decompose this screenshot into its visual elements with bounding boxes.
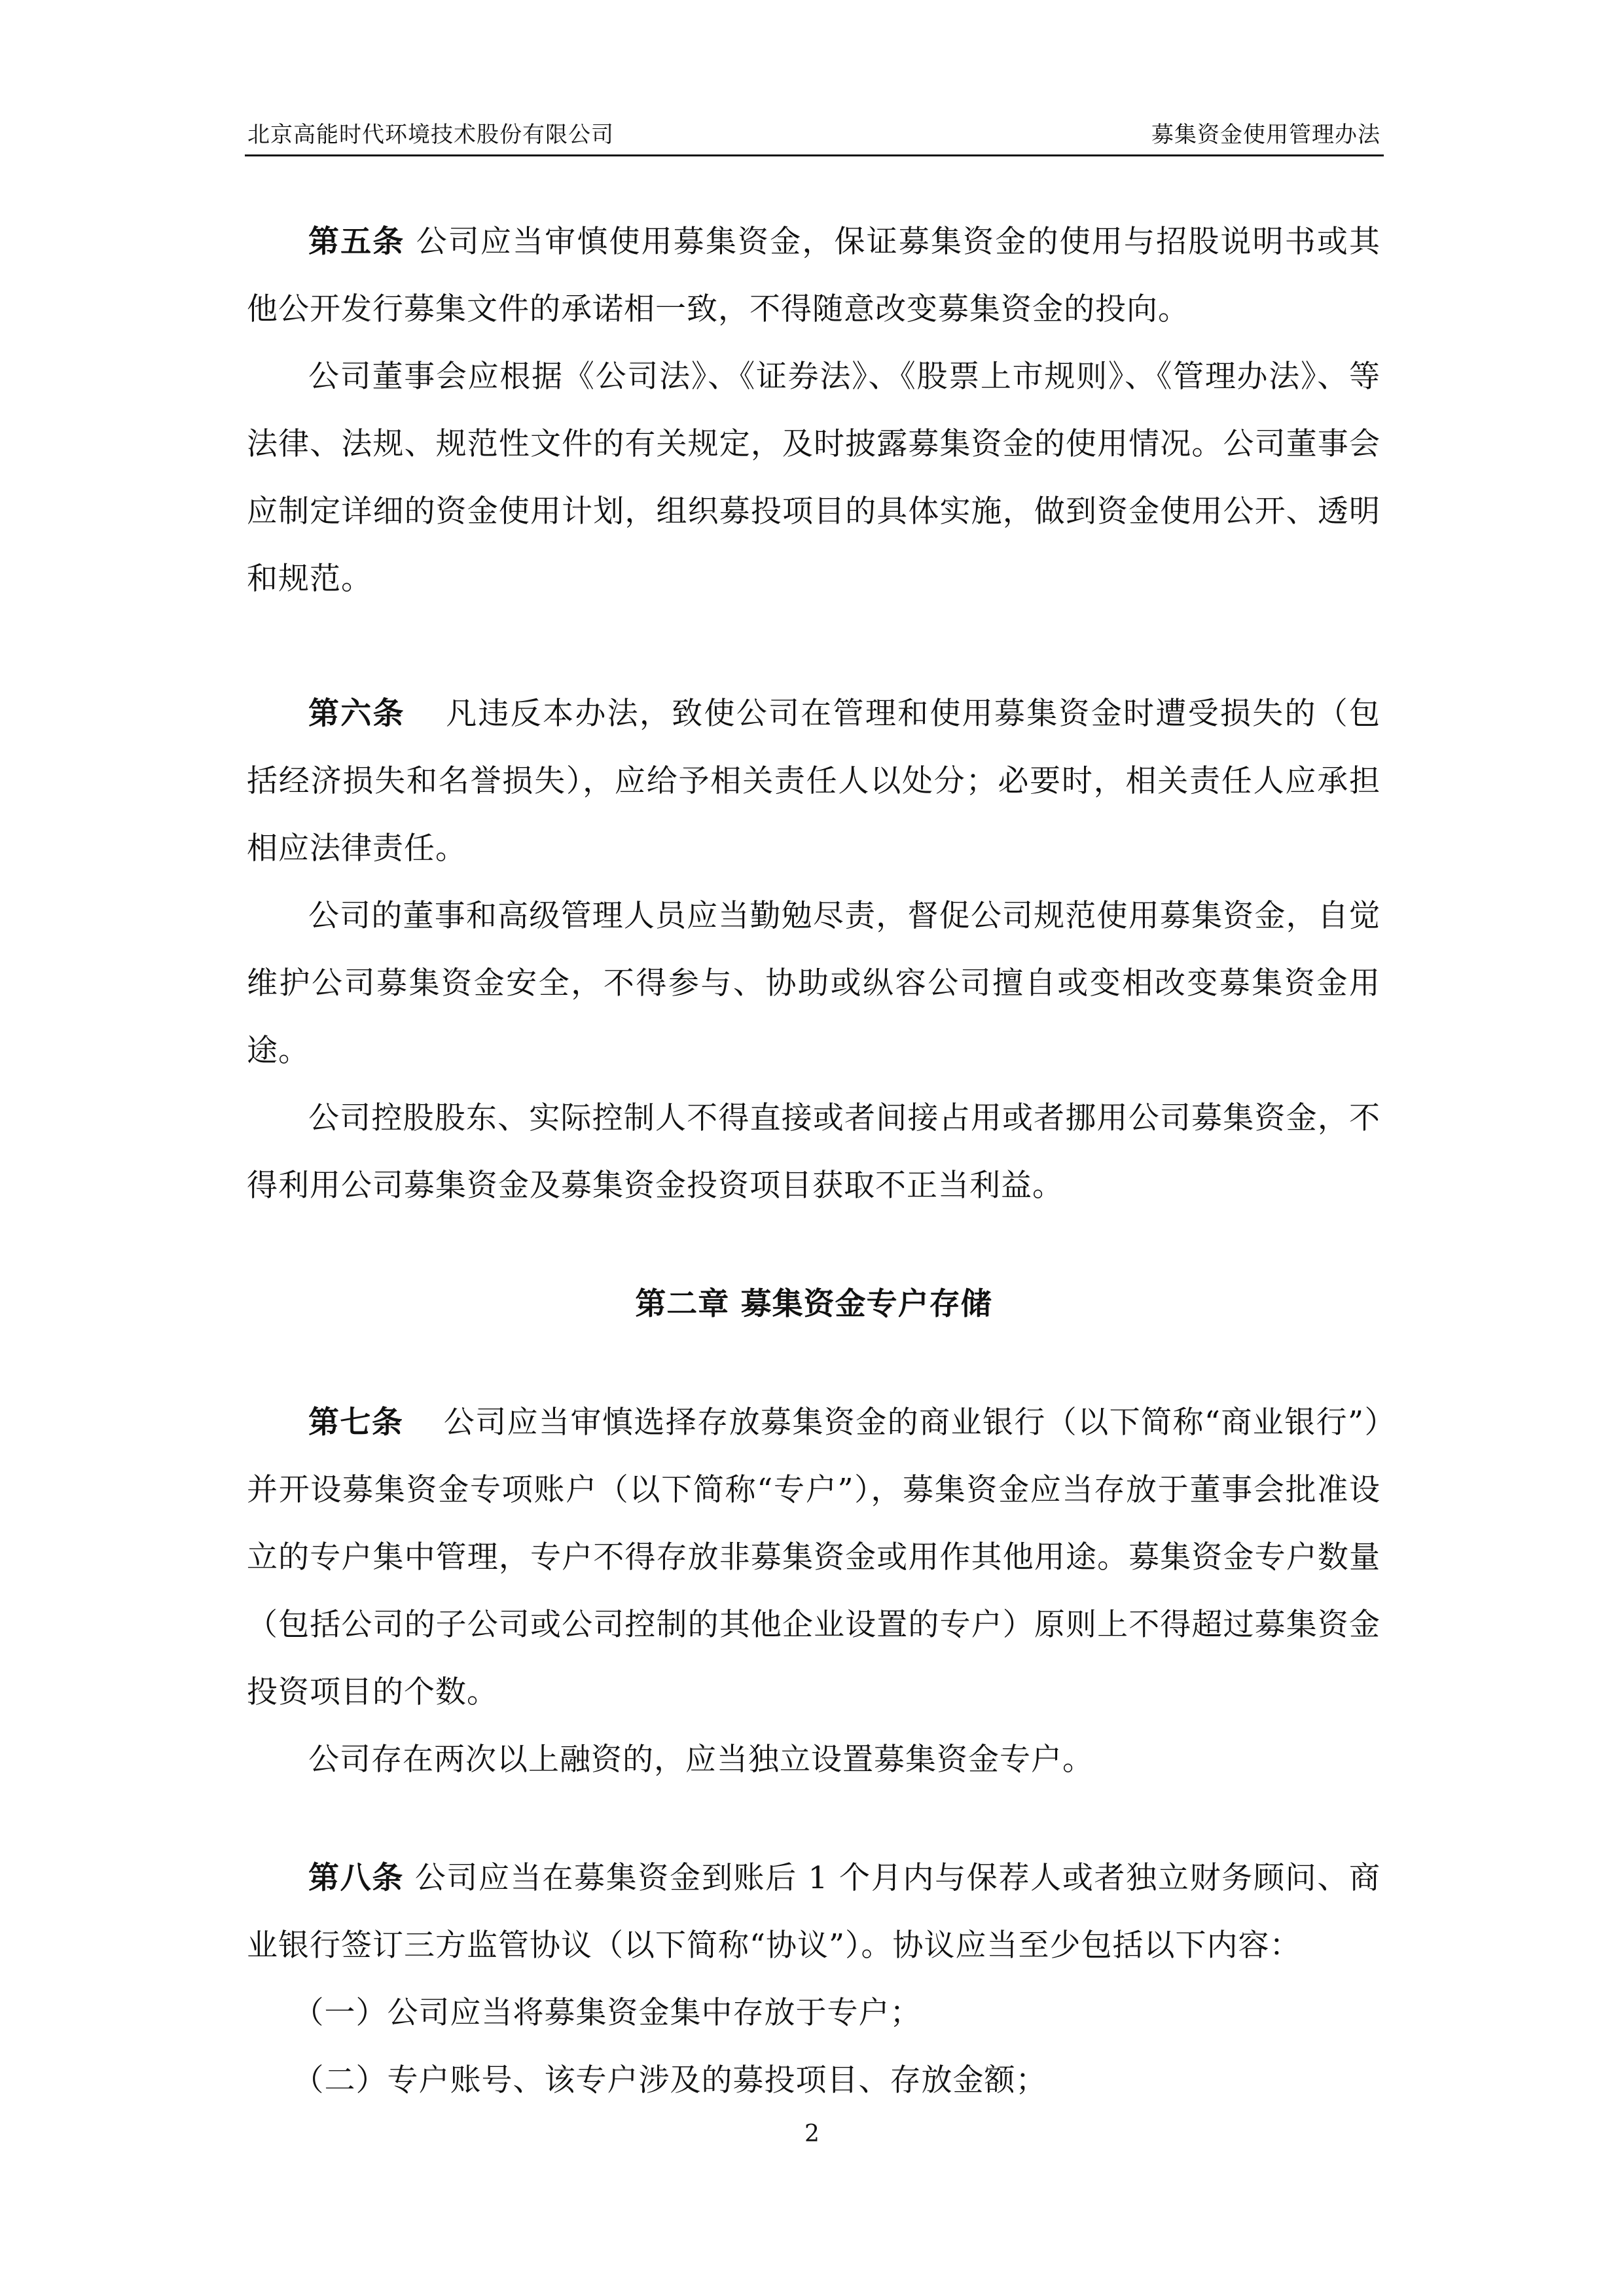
paragraph-spacer (247, 1219, 1380, 1270)
article-5-heading: 第五条 (308, 224, 405, 260)
article-7-text-1: 公司应当审慎选择存放募集资金的商业银行（以下简称“商业银行”）并开设募集资金专项账户（以下简称“专户”），募集资金应当存放于董事会批准设立的专户集中管理，专户不得存放非募集资金或用作其他用途。募集资金专户数量（包括公司的子公司或公司控制的其他企业设置的专户）原则上不得超过募集资金投资项目的个数。 (247, 1405, 1380, 1710)
article-8-list-item-2: （二）专户账号、该专户涉及的募投项目、存放金额； (293, 2062, 1047, 2098)
article-6-heading: 第六条 (308, 696, 405, 732)
article-8-paragraph-1 (247, 1844, 1380, 1979)
article-6-paragraph-3: 公司控股股东、实际控制人不得直接或者间接占用或者挪用公司募集资金，不得利用公司募集资金及募集资金投资项目获取不正当利益。 (247, 1100, 1380, 1204)
article-7-paragraph-2: 公司存在两次以上融资的，应当独立设置募集资金专户。 (308, 1742, 1094, 1778)
article-8-text-1: 公司应当在募集资金到账后 1 个月内与保荐人或者独立财务顾问、商业银行签订三方监管协议（以下简称“协议”）。协议应当至少包括以下内容： (247, 1860, 1380, 1964)
article-8-heading: 第八条 (308, 1860, 405, 1896)
article-7-heading: 第七条 (308, 1405, 404, 1441)
page-number: 2 (804, 2121, 820, 2147)
chapter-2-title: 第二章 募集资金专户存储 (635, 1286, 992, 1322)
article-8-list-item-1: （一）公司应当将募集资金集中存放于专户； (293, 1995, 922, 2031)
document-body (247, 208, 1380, 2114)
article-5-paragraph-1 (247, 208, 1380, 343)
paragraph-spacer (247, 613, 1380, 680)
article-6-paragraph-1 (247, 680, 1380, 882)
article-6-text-1: 凡违反本办法，致使公司在管理和使用募集资金时遭受损失的（包括经济损失和名誉损失），应给予相关责任人以处分；必要时，相关责任人应承担相应法律责任。 (247, 696, 1381, 867)
article-5-text-1: 公司应当审慎使用募集资金，保证募集资金的使用与招股说明书或其他公开发行募集文件的承诺相一致，不得随意改变募集资金的投向。 (247, 224, 1380, 327)
article-7-paragraph-1 (247, 1389, 1380, 1726)
header-divider (245, 154, 1384, 156)
article-5-paragraph-2: 公司董事会应根据《公司法》、《证券法》、《股票上市规则》、《管理办法》、等法律、法规、规范性文件的有关规定，及时披露募集资金的使用情况。公司董事会应制定详细的资金使用计划，组织募投项目的具体实施，做到资金使用公开、透明和规范。 (247, 359, 1380, 597)
header-company-name: 北京高能时代环境技术股份有限公司 (247, 122, 614, 148)
paragraph-spacer (247, 1793, 1380, 1844)
header-document-title: 募集资金使用管理办法 (1151, 122, 1380, 148)
paragraph-spacer (247, 1338, 1380, 1389)
article-6-paragraph-2: 公司的董事和高级管理人员应当勤勉尽责，督促公司规范使用募集资金，自觉维护公司募集资金安全，不得参与、协助或纵容公司擅自或变相改变募集资金用途。 (247, 898, 1380, 1069)
